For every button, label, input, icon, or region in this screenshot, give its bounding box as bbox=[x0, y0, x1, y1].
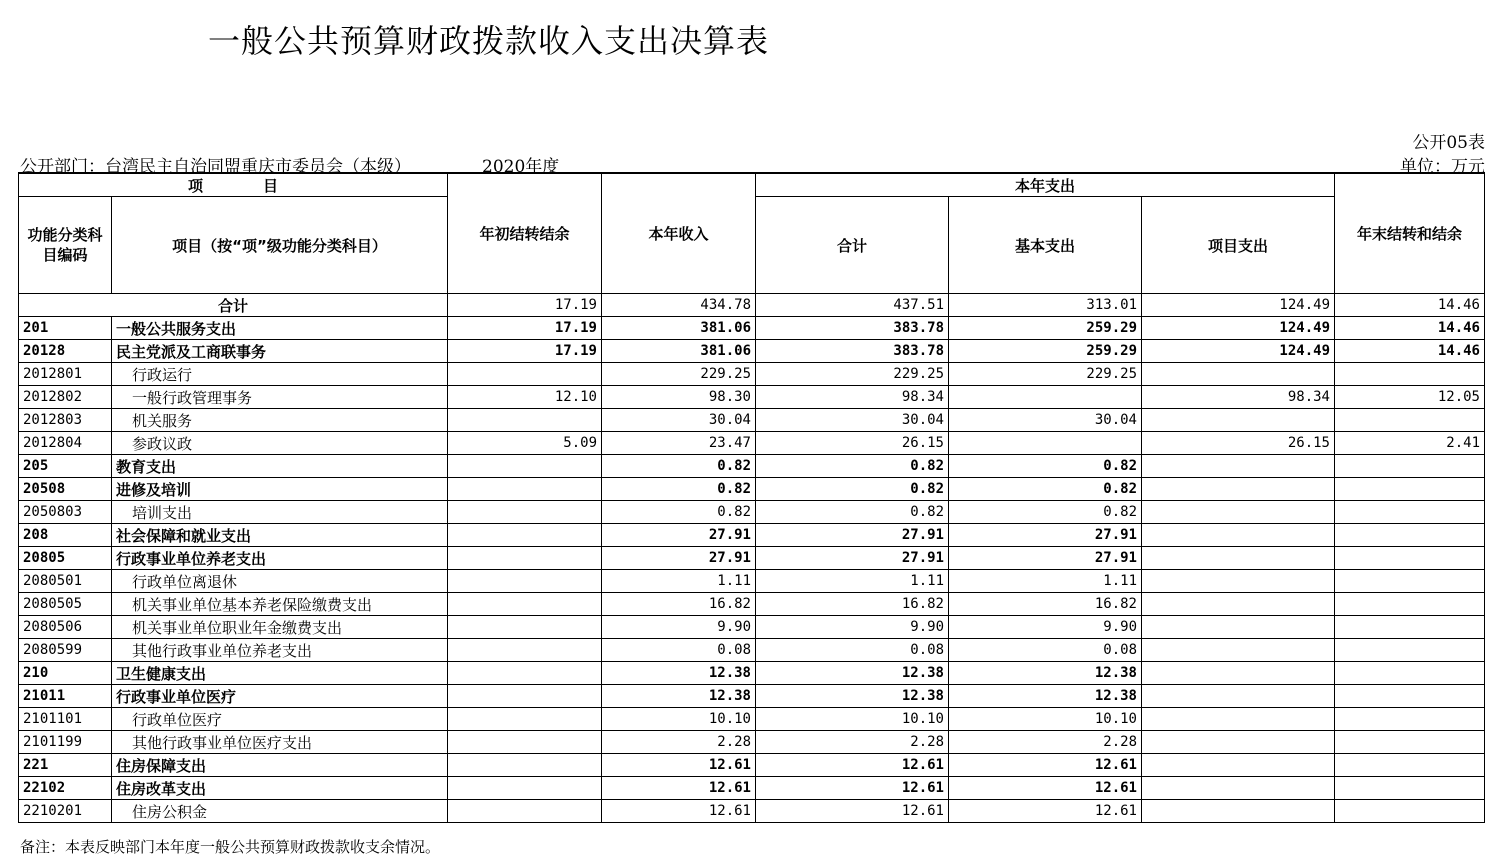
budget-table bbox=[18, 172, 1485, 823]
row-value: 12.38 bbox=[756, 685, 949, 708]
row-name: 住房保障支出 bbox=[112, 754, 448, 777]
row-value: 12.61 bbox=[602, 777, 756, 800]
page-title: 一般公共预算财政拨款收入支出决算表 bbox=[208, 22, 770, 60]
row-value bbox=[448, 616, 602, 639]
table-row bbox=[19, 616, 1485, 639]
table-row bbox=[19, 754, 1485, 777]
row-value: 10.10 bbox=[949, 708, 1142, 731]
row-value: 12.38 bbox=[949, 685, 1142, 708]
row-value bbox=[448, 800, 602, 823]
row-value: 5.09 bbox=[448, 432, 602, 455]
table-row bbox=[19, 593, 1485, 616]
table-row bbox=[19, 455, 1485, 478]
header-opening-balance: 年初结转结余 bbox=[448, 173, 602, 294]
row-value bbox=[1142, 501, 1335, 524]
row-value: 2.28 bbox=[756, 731, 949, 754]
header-code: 功能分类科目编码 bbox=[19, 197, 112, 294]
row-code: 2012803 bbox=[19, 409, 112, 432]
header-name: 项目（按“项”级功能分类科目） bbox=[112, 197, 448, 294]
row-value bbox=[448, 409, 602, 432]
total-cell: 437.51 bbox=[756, 294, 949, 317]
row-name: 行政事业单位医疗 bbox=[112, 685, 448, 708]
row-name: 民主党派及工商联事务 bbox=[112, 340, 448, 363]
table-row bbox=[19, 639, 1485, 662]
row-value: 259.29 bbox=[949, 340, 1142, 363]
total-row bbox=[19, 294, 1485, 317]
row-value bbox=[448, 478, 602, 501]
total-cell: 17.19 bbox=[448, 294, 602, 317]
table-row bbox=[19, 547, 1485, 570]
row-value: 124.49 bbox=[1142, 317, 1335, 340]
row-value bbox=[1142, 363, 1335, 386]
row-value: 2.28 bbox=[949, 731, 1142, 754]
row-name: 行政事业单位养老支出 bbox=[112, 547, 448, 570]
row-value: 9.90 bbox=[949, 616, 1142, 639]
row-code: 2101199 bbox=[19, 731, 112, 754]
header-closing-balance: 年末结转和结余 bbox=[1335, 173, 1485, 294]
row-value bbox=[1335, 708, 1485, 731]
fiscal-year: 2020年度 bbox=[482, 157, 560, 177]
row-value: 12.10 bbox=[448, 386, 602, 409]
row-code: 2080505 bbox=[19, 593, 112, 616]
row-value: 30.04 bbox=[756, 409, 949, 432]
row-code: 2012801 bbox=[19, 363, 112, 386]
table-row bbox=[19, 340, 1485, 363]
row-value bbox=[1335, 524, 1485, 547]
row-code: 210 bbox=[19, 662, 112, 685]
row-value: 12.38 bbox=[949, 662, 1142, 685]
row-value: 0.82 bbox=[949, 455, 1142, 478]
row-name: 住房改革支出 bbox=[112, 777, 448, 800]
row-value: 12.61 bbox=[949, 754, 1142, 777]
row-value bbox=[1142, 708, 1335, 731]
row-value: 26.15 bbox=[1142, 432, 1335, 455]
row-value: 17.19 bbox=[448, 317, 602, 340]
header-basic-expense: 基本支出 bbox=[949, 197, 1142, 294]
row-name: 其他行政事业单位养老支出 bbox=[112, 639, 448, 662]
row-value: 0.82 bbox=[756, 478, 949, 501]
row-value bbox=[1142, 754, 1335, 777]
row-code: 2012804 bbox=[19, 432, 112, 455]
header-income: 本年收入 bbox=[602, 173, 756, 294]
row-code: 22102 bbox=[19, 777, 112, 800]
row-value: 381.06 bbox=[602, 340, 756, 363]
row-value: 10.10 bbox=[756, 708, 949, 731]
table-row bbox=[19, 570, 1485, 593]
row-value: 26.15 bbox=[756, 432, 949, 455]
total-cell: 434.78 bbox=[602, 294, 756, 317]
row-value: 381.06 bbox=[602, 317, 756, 340]
row-value bbox=[448, 547, 602, 570]
table-row bbox=[19, 363, 1485, 386]
row-value bbox=[1335, 409, 1485, 432]
row-code: 2050803 bbox=[19, 501, 112, 524]
header-project-expense: 项目支出 bbox=[1142, 197, 1335, 294]
row-value: 12.38 bbox=[602, 685, 756, 708]
row-value bbox=[1335, 616, 1485, 639]
row-value: 12.61 bbox=[602, 754, 756, 777]
row-code: 20128 bbox=[19, 340, 112, 363]
row-value: 23.47 bbox=[602, 432, 756, 455]
table-row bbox=[19, 662, 1485, 685]
row-value: 12.61 bbox=[756, 800, 949, 823]
row-value: 1.11 bbox=[949, 570, 1142, 593]
table-row bbox=[19, 685, 1485, 708]
table-row bbox=[19, 800, 1485, 823]
row-value: 17.19 bbox=[448, 340, 602, 363]
form-number: 公开05表 bbox=[1412, 133, 1485, 153]
row-value bbox=[1335, 800, 1485, 823]
row-value: 16.82 bbox=[756, 593, 949, 616]
row-name: 教育支出 bbox=[112, 455, 448, 478]
row-value: 383.78 bbox=[756, 340, 949, 363]
row-value: 27.91 bbox=[756, 547, 949, 570]
row-value: 27.91 bbox=[949, 524, 1142, 547]
row-value bbox=[1142, 800, 1335, 823]
row-value: 30.04 bbox=[949, 409, 1142, 432]
row-value: 27.91 bbox=[602, 547, 756, 570]
row-value: 12.05 bbox=[1335, 386, 1485, 409]
table-row bbox=[19, 708, 1485, 731]
row-value bbox=[1142, 409, 1335, 432]
table-row bbox=[19, 432, 1485, 455]
row-value bbox=[1335, 547, 1485, 570]
row-name: 社会保障和就业支出 bbox=[112, 524, 448, 547]
row-value: 16.82 bbox=[949, 593, 1142, 616]
row-code: 2012802 bbox=[19, 386, 112, 409]
row-value bbox=[1142, 616, 1335, 639]
row-value: 14.46 bbox=[1335, 317, 1485, 340]
row-value bbox=[1335, 754, 1485, 777]
row-value: 383.78 bbox=[756, 317, 949, 340]
table-row bbox=[19, 317, 1485, 340]
header-expense-total: 合计 bbox=[756, 197, 949, 294]
row-value bbox=[1335, 455, 1485, 478]
row-value bbox=[1335, 639, 1485, 662]
row-value bbox=[448, 708, 602, 731]
row-value: 12.61 bbox=[756, 754, 949, 777]
row-value: 0.08 bbox=[602, 639, 756, 662]
row-code: 21011 bbox=[19, 685, 112, 708]
row-value: 0.08 bbox=[949, 639, 1142, 662]
row-code: 20508 bbox=[19, 478, 112, 501]
table-row bbox=[19, 501, 1485, 524]
row-name: 一般公共服务支出 bbox=[112, 317, 448, 340]
row-name: 住房公积金 bbox=[112, 800, 448, 823]
row-value: 12.61 bbox=[602, 800, 756, 823]
row-name: 进修及培训 bbox=[112, 478, 448, 501]
row-value bbox=[1142, 524, 1335, 547]
row-value: 9.90 bbox=[602, 616, 756, 639]
row-code: 2080506 bbox=[19, 616, 112, 639]
row-value: 0.82 bbox=[602, 455, 756, 478]
table-row bbox=[19, 731, 1485, 754]
row-name: 行政运行 bbox=[112, 363, 448, 386]
row-value: 10.10 bbox=[602, 708, 756, 731]
unit-label: 单位：万元 bbox=[1400, 157, 1485, 177]
row-value: 1.11 bbox=[756, 570, 949, 593]
row-name: 行政单位医疗 bbox=[112, 708, 448, 731]
row-value: 0.82 bbox=[602, 501, 756, 524]
department-label: 公开部门：台湾民主自治同盟重庆市委员会（本级） bbox=[20, 157, 411, 177]
table-row bbox=[19, 777, 1485, 800]
row-value: 30.04 bbox=[602, 409, 756, 432]
row-code: 2080599 bbox=[19, 639, 112, 662]
total-cell: 124.49 bbox=[1142, 294, 1335, 317]
row-value: 229.25 bbox=[602, 363, 756, 386]
row-value: 0.82 bbox=[756, 501, 949, 524]
row-value: 12.61 bbox=[756, 777, 949, 800]
row-value: 98.30 bbox=[602, 386, 756, 409]
row-value bbox=[1142, 570, 1335, 593]
row-value: 0.82 bbox=[949, 478, 1142, 501]
row-value: 229.25 bbox=[756, 363, 949, 386]
row-value bbox=[1335, 662, 1485, 685]
footnote: 备注：本表反映部门本年度一般公共预算财政拨款收支余情况。 bbox=[20, 838, 441, 856]
row-name: 机关服务 bbox=[112, 409, 448, 432]
row-value bbox=[1142, 455, 1335, 478]
row-value: 2.41 bbox=[1335, 432, 1485, 455]
row-value bbox=[949, 432, 1142, 455]
row-value bbox=[949, 386, 1142, 409]
row-value bbox=[1335, 363, 1485, 386]
row-value: 229.25 bbox=[949, 363, 1142, 386]
row-value bbox=[1335, 501, 1485, 524]
row-value: 259.29 bbox=[949, 317, 1142, 340]
row-name: 培训支出 bbox=[112, 501, 448, 524]
row-value: 0.08 bbox=[756, 639, 949, 662]
row-value bbox=[448, 731, 602, 754]
row-code: 20805 bbox=[19, 547, 112, 570]
row-value: 124.49 bbox=[1142, 340, 1335, 363]
row-value: 16.82 bbox=[602, 593, 756, 616]
row-value: 98.34 bbox=[1142, 386, 1335, 409]
row-value bbox=[448, 524, 602, 547]
row-value bbox=[1335, 731, 1485, 754]
row-value bbox=[448, 593, 602, 616]
row-value bbox=[1142, 731, 1335, 754]
row-value: 2.28 bbox=[602, 731, 756, 754]
row-name: 机关事业单位职业年金缴费支出 bbox=[112, 616, 448, 639]
row-code: 205 bbox=[19, 455, 112, 478]
row-value bbox=[1142, 777, 1335, 800]
total-label: 合计 bbox=[19, 294, 448, 317]
row-value: 0.82 bbox=[602, 478, 756, 501]
row-value: 12.61 bbox=[949, 800, 1142, 823]
table-row bbox=[19, 386, 1485, 409]
row-value bbox=[1335, 478, 1485, 501]
row-value bbox=[1335, 685, 1485, 708]
row-value: 1.11 bbox=[602, 570, 756, 593]
row-code: 2210201 bbox=[19, 800, 112, 823]
table-row bbox=[19, 524, 1485, 547]
row-name: 其他行政事业单位医疗支出 bbox=[112, 731, 448, 754]
row-name: 一般行政管理事务 bbox=[112, 386, 448, 409]
row-value bbox=[448, 662, 602, 685]
row-value bbox=[448, 363, 602, 386]
total-cell: 313.01 bbox=[949, 294, 1142, 317]
table-row bbox=[19, 478, 1485, 501]
row-value bbox=[448, 570, 602, 593]
row-value bbox=[448, 501, 602, 524]
row-name: 参政议政 bbox=[112, 432, 448, 455]
table-row bbox=[19, 409, 1485, 432]
row-value bbox=[448, 639, 602, 662]
row-code: 221 bbox=[19, 754, 112, 777]
row-value bbox=[1142, 685, 1335, 708]
row-value bbox=[448, 754, 602, 777]
row-code: 201 bbox=[19, 317, 112, 340]
row-value bbox=[1335, 570, 1485, 593]
row-value bbox=[448, 455, 602, 478]
row-name: 机关事业单位基本养老保险缴费支出 bbox=[112, 593, 448, 616]
row-value: 27.91 bbox=[949, 547, 1142, 570]
row-value: 27.91 bbox=[602, 524, 756, 547]
row-value: 0.82 bbox=[949, 501, 1142, 524]
row-value: 12.38 bbox=[602, 662, 756, 685]
row-value bbox=[448, 777, 602, 800]
row-value bbox=[1142, 593, 1335, 616]
row-name: 行政单位离退休 bbox=[112, 570, 448, 593]
row-value: 12.61 bbox=[949, 777, 1142, 800]
row-value bbox=[1335, 777, 1485, 800]
total-cell: 14.46 bbox=[1335, 294, 1485, 317]
row-value bbox=[448, 685, 602, 708]
row-value: 14.46 bbox=[1335, 340, 1485, 363]
row-code: 208 bbox=[19, 524, 112, 547]
row-value bbox=[1142, 639, 1335, 662]
row-code: 2080501 bbox=[19, 570, 112, 593]
row-value bbox=[1142, 478, 1335, 501]
row-code: 2101101 bbox=[19, 708, 112, 731]
row-value bbox=[1142, 662, 1335, 685]
row-value: 0.82 bbox=[756, 455, 949, 478]
header-project: 项 目 bbox=[19, 173, 448, 197]
row-value: 9.90 bbox=[756, 616, 949, 639]
row-name: 卫生健康支出 bbox=[112, 662, 448, 685]
row-value bbox=[1335, 593, 1485, 616]
row-value: 12.38 bbox=[756, 662, 949, 685]
row-value: 98.34 bbox=[756, 386, 949, 409]
header-expense-group: 本年支出 bbox=[756, 173, 1335, 197]
row-value bbox=[1142, 547, 1335, 570]
row-value: 27.91 bbox=[756, 524, 949, 547]
